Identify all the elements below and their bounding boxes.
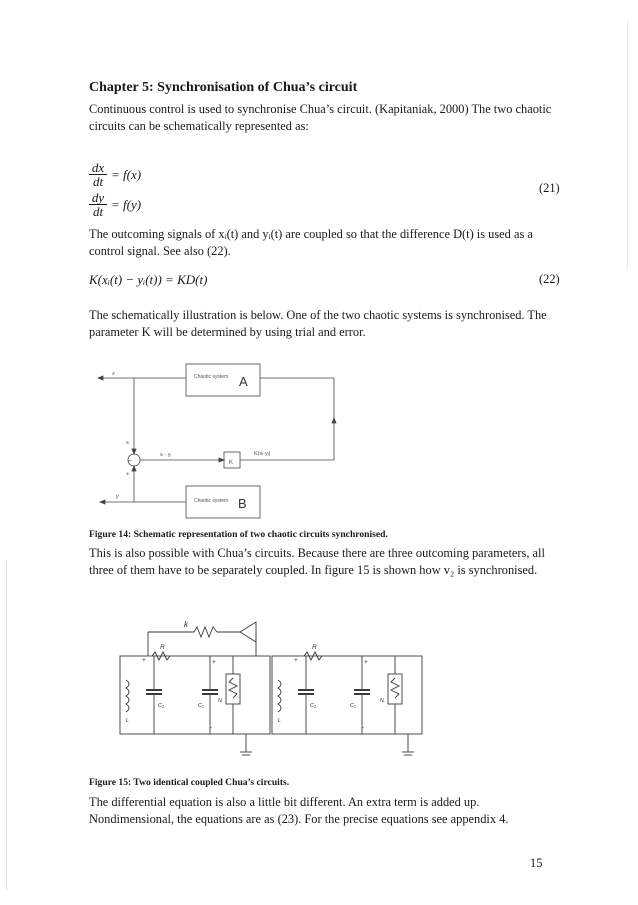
- svg-text:+: +: [126, 472, 130, 478]
- svg-text:+: +: [294, 657, 298, 664]
- svg-text:C₁: C₁: [350, 703, 356, 709]
- svg-text:Nᵣ: Nᵣ: [218, 698, 223, 704]
- box-b-label: Chaotic system: [194, 498, 229, 504]
- equation-number-21: (21): [539, 181, 560, 195]
- svg-text:k: k: [184, 620, 188, 629]
- figure-14-schematic: [86, 360, 346, 520]
- page-number: 15: [530, 856, 543, 870]
- svg-text:-: -: [362, 725, 365, 732]
- scan-edge-right: [627, 20, 628, 270]
- rhs-fy: = f(y): [111, 197, 142, 212]
- svg-text:−: −: [128, 458, 133, 465]
- svg-text:+: +: [364, 659, 368, 666]
- coupling-buffer: [240, 622, 256, 642]
- box-a-label: Chaotic system: [194, 374, 229, 380]
- figure-15-caption: Figure 15: Two identical coupled Chua’s circuits.: [89, 777, 290, 788]
- svg-text:Nᵣ: Nᵣ: [380, 698, 385, 704]
- chapter-heading: Chapter 5: Synchronisation of Chua’s circuit: [89, 80, 358, 95]
- equation-number-22: (22): [539, 272, 560, 286]
- inductor-l-2: [278, 680, 281, 712]
- svg-text:K: K: [229, 460, 234, 466]
- svg-text:+: +: [142, 657, 146, 664]
- inductor-l-1: [126, 680, 129, 712]
- svg-text:K(xᵢ-yᵢ): K(xᵢ-yᵢ): [254, 451, 271, 457]
- svg-text:C₂: C₂: [310, 703, 317, 709]
- svg-text:+: +: [212, 659, 216, 666]
- svg-text:C₁: C₁: [198, 703, 204, 709]
- svg-text:xᵢ - yᵢ: xᵢ - yᵢ: [160, 452, 172, 458]
- intro-paragraph: Continuous control is used to synchronise Chua’s circuit. (Kapitaniak, 2000) The two chaotic circuits can be schematically represented as:: [89, 102, 552, 133]
- equation-21: [89, 160, 559, 222]
- differential-equation-paragraph: The differential equation is also a little bit different. An extra term is added up. Nondimensional, the equations are as (23). For the precise equations see appendix 4.: [89, 795, 509, 826]
- coupling-paragraph: The outcoming signals of xᵢ(t) and yᵢ(t) are coupled so that the difference D(t) is used as a control signal. See also (22).: [89, 227, 533, 258]
- svg-text:y: y: [116, 494, 119, 500]
- svg-text:x: x: [112, 371, 115, 377]
- svg-text:-: -: [210, 725, 213, 732]
- chaotic-system-a-box: [186, 364, 260, 396]
- circuit-1-outline: [120, 656, 270, 734]
- equation-22: K(xᵢ(t) − yᵢ(t)) = KD(t): [89, 272, 208, 287]
- schematic-paragraph: The schematically illustration is below. One of the two chaotic systems is synchronised. The parameter K will be determined by using trial and error.: [89, 308, 547, 339]
- svg-text:L: L: [126, 718, 129, 724]
- chua-coupling-paragraph: This is also possible with Chua’s circuits. Because there are three outcoming parameters, all three of them have to be separately coupled. In figure 15 is shown how v₂ is synchronised.: [89, 546, 545, 577]
- svg-text:R: R: [312, 644, 317, 651]
- circuit-2-outline: [272, 656, 422, 734]
- coupling-resistor: [194, 627, 217, 637]
- figure-15-circuit: [112, 612, 430, 770]
- svg-text:L: L: [278, 718, 281, 724]
- svg-text:R: R: [160, 644, 165, 651]
- scan-edge-left: [6, 560, 7, 890]
- figure-14-caption: Figure 14: Schematic representation of two chaotic circuits synchronised.: [89, 529, 388, 540]
- fraction-dy-dt: $\frac{dy}{dt}$: [89, 192, 107, 217]
- svg-text:C₂: C₂: [158, 703, 165, 709]
- box-a-letter: A: [239, 374, 248, 389]
- fraction-dx-dt: $\frac{dx}{dt}$: [89, 162, 107, 187]
- svg-text:xᵢ: xᵢ: [126, 440, 130, 446]
- box-b-letter: B: [238, 496, 247, 511]
- rhs-fx: = f(x): [111, 167, 142, 182]
